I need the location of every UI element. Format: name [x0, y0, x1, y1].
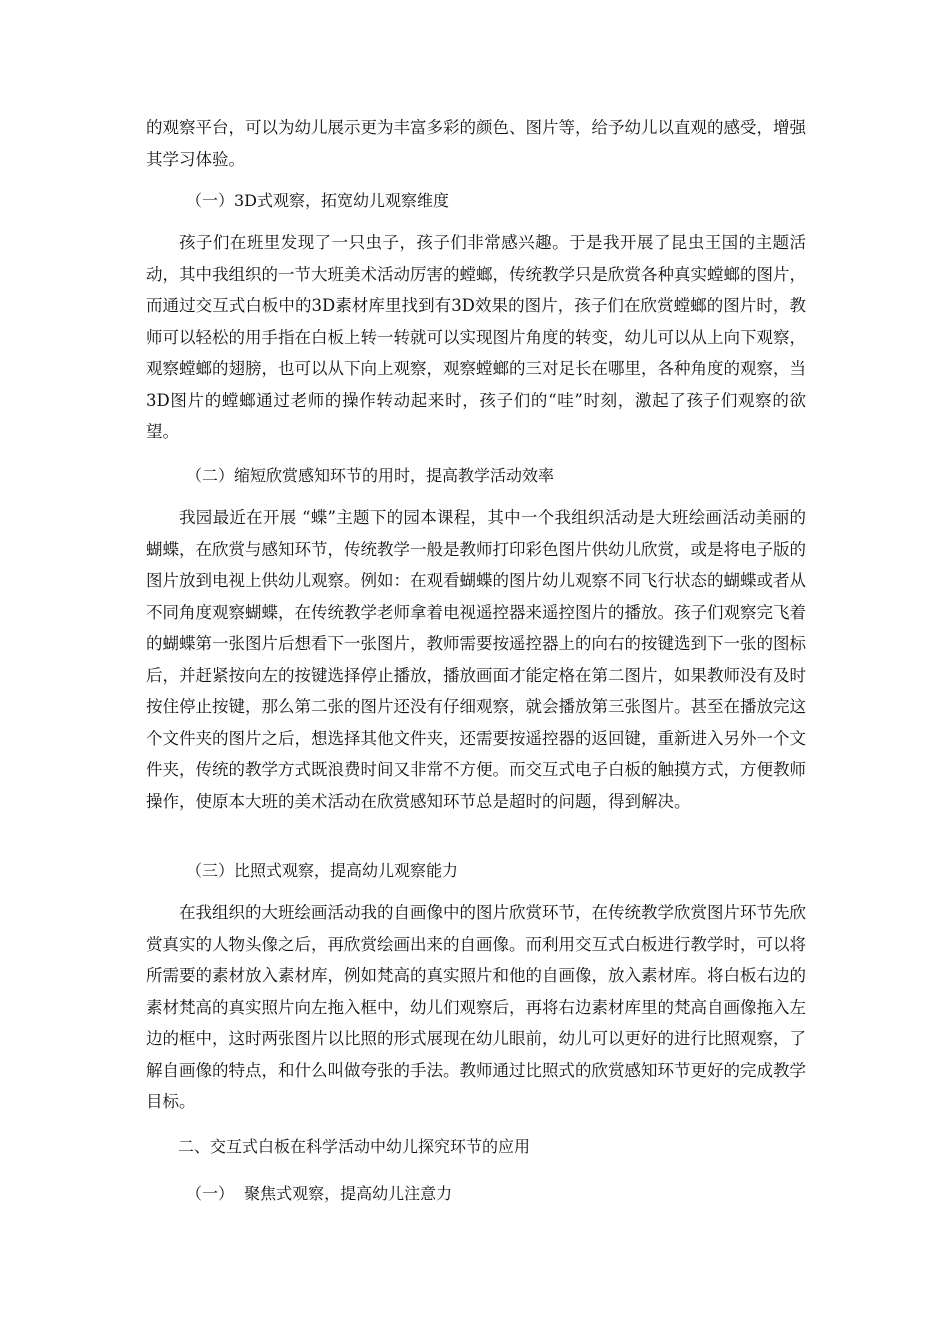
subheading-focused-observation: （一） 聚焦式观察，提高幼儿注意力 — [186, 1184, 453, 1203]
subheading-shorten-appreciation: （二）缩短欣赏感知环节的用时，提高教学活动效率 — [186, 466, 555, 485]
paragraph-mantis-activity: 孩子们在班里发现了一只虫子，孩子们非常感兴趣。于是我开展了昆虫王国的主题活动，其中我组织的一节大班美术活动厉害的螳螂，传统教学只是欣赏各种真实螳螂的图片，而通过交互式白板中的3D素材库里找到有3D效果的图片，孩子们在欣赏螳螂的图片时，教师可以轻松的用手指在白板上转一转就可以实现图片角度的转变，幼儿可以从上向下观察，观察螳螂的翅膀，也可以从下向上观察，观察螳螂的三对足长在哪里，各种角度的观察，当3D图片的螳螂通过老师的操作转动起来时，孩子们的“哇”时刻，激起了孩子们观察的欲望。 — [146, 233, 806, 441]
section-heading-science-activity: 二、交互式白板在科学活动中幼儿探究环节的应用 — [178, 1137, 531, 1156]
paragraph-butterfly-activity: 我园最近在开展 “蝶”主题下的园本课程，其中一个我组织活动是大班绘画活动美丽的蝴蝶，在欣赏与感知环节，传统教学一般是教师打印彩色图片供幼儿欣赏，或是将电子版的图片放到电视上供幼儿观察。例如：在观看蝴蝶的图片幼儿观察不同飞行状态的蝴蝶或者从不同角度观察蝴蝶，在传统教学老师拿着电视遥控器来遥控图片的播放。孩子们观察完飞着的蝴蝶第一张图片后想看下一张图片，教师需要按遥控器上的向右的按键选到下一张的图标后，并赶紧按向左的按键选择停止播放，播放画面才能定格在第二图片，如果教师没有及时按住停止按键，那么第二张的图片还没有仔细观察，就会播放第三张图片。甚至在播放完这个文件夹的图片之后，想选择其他文件夹，还需要按遥控器的返回键，重新进入另外一个文件夹，传统的教学方式既浪费时间又非常不方便。而交互式电子白板的触摸方式，方便教师操作，使原本大班的美术活动在欣赏感知环节总是超时的问题，得到解决。 — [146, 508, 806, 811]
paragraph-intro-continuation: 的观察平台，可以为幼儿展示更为丰富多彩的颜色、图片等，给予幼儿以直观的感受，增强其学习体验。 — [146, 118, 806, 169]
subheading-comparison-observation: （三）比照式观察，提高幼儿观察能力 — [186, 861, 459, 880]
paragraph-self-portrait-activity: 在我组织的大班绘画活动我的自画像中的图片欣赏环节，在传统教学欣赏图片环节先欣赏真实的人物头像之后，再欣赏绘画出来的自画像。而利用交互式白板进行教学时，可以将所需要的素材放入素材库，例如梵高的真实照片和他的自画像，放入素材库。将白板右边的素材梵高的真实照片向左拖入框中，幼儿们观察后，再将右边素材库里的梵高自画像拖入左边的框中，这时两张图片以比照的形式展现在幼儿眼前，幼儿可以更好的进行比照观察，了解自画像的特点，和什么叫做夸张的手法。教师通过比照式的欣赏感知环节更好的完成教学目标。 — [146, 903, 806, 1111]
subheading-3d-observation: （一）3D式观察，拓宽幼儿观察维度 — [186, 191, 450, 210]
